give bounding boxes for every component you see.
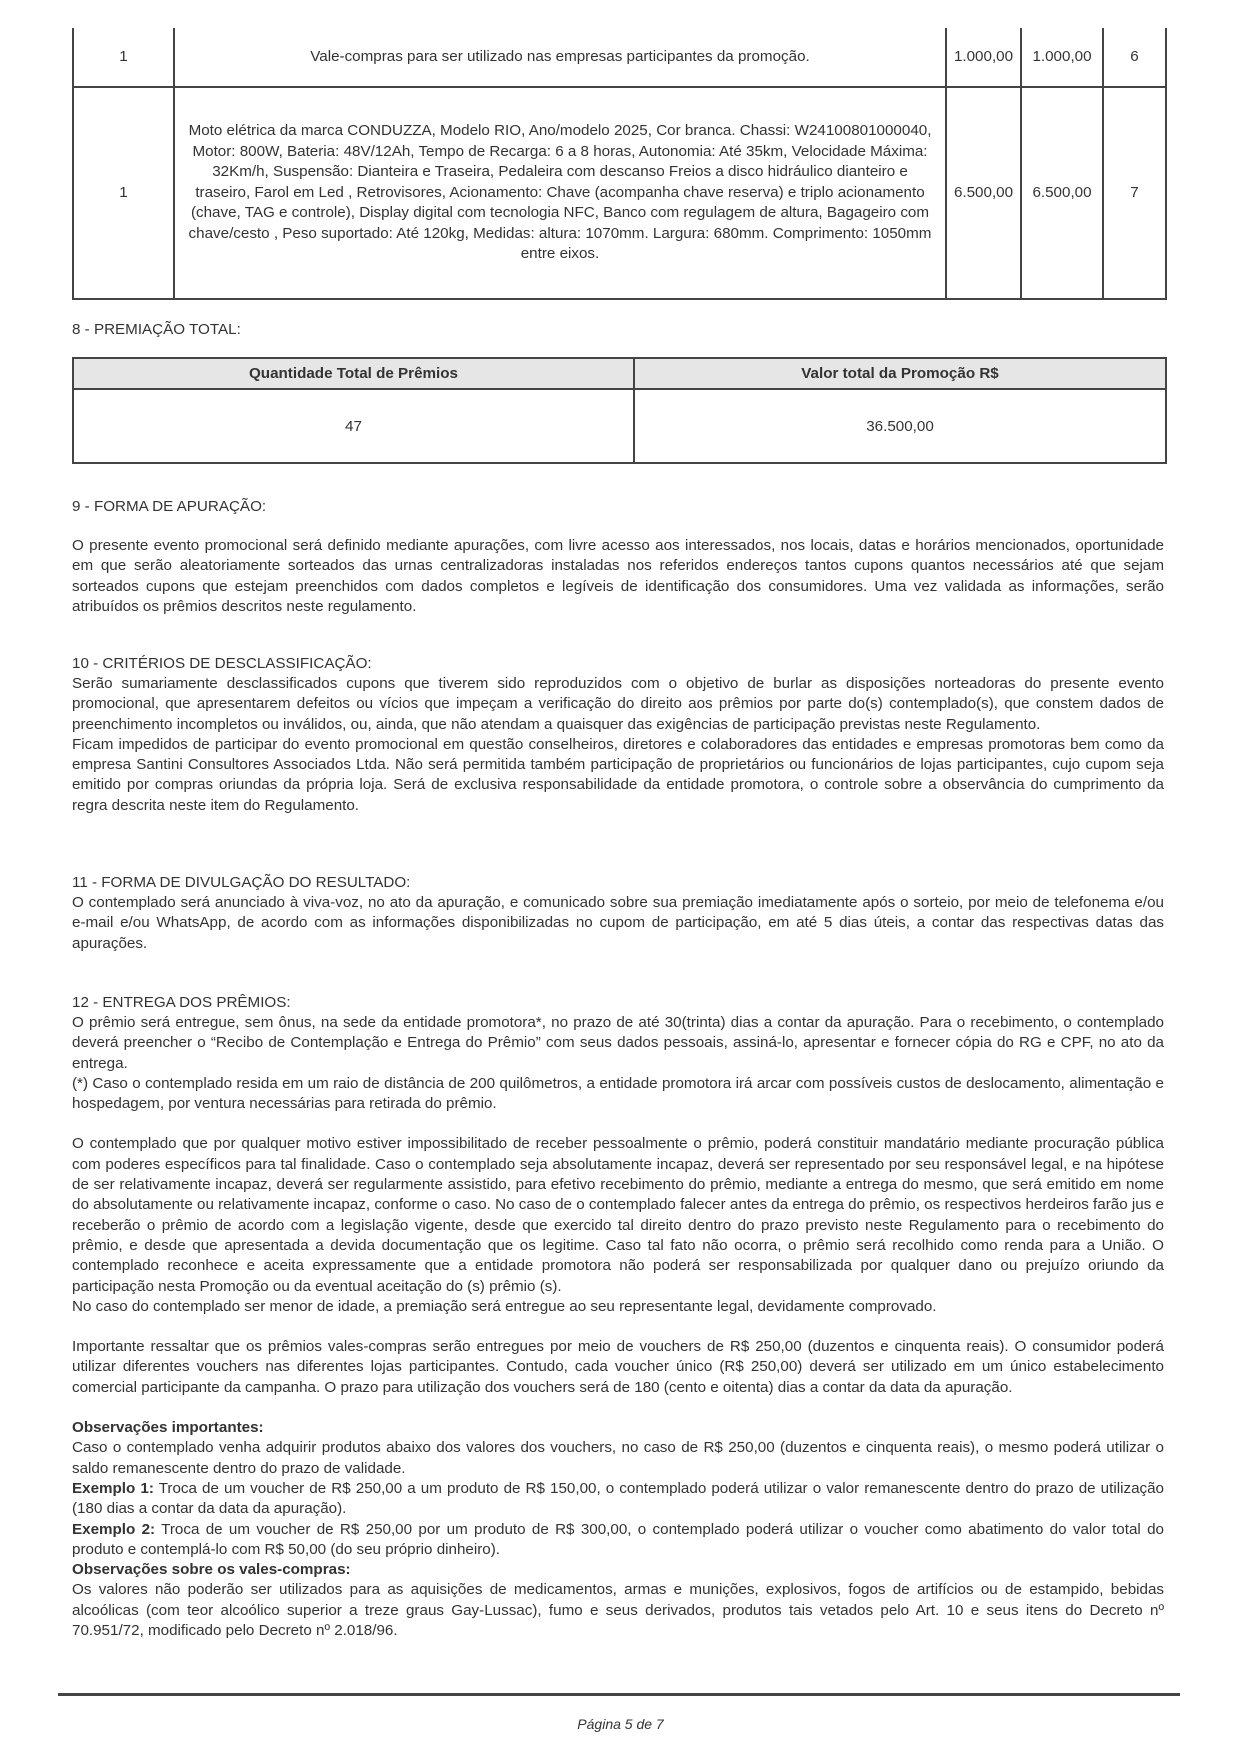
prize-quantity: 1	[73, 28, 174, 87]
example-2-text: Troca de um voucher de R$ 250,00 por um produto de R$ 300,00, o contemplado poderá utilizar o voucher como abatimento do valor total do produto e contemplá-lo com R$ 50,00 (do seu próprio dinheiro).	[72, 1520, 1164, 1558]
section-9-text: O presente evento promocional será definido mediante apurações, com livre acesso aos interessados, nos locais, datas e horários mencionados, oportunidade em que serão aleatoriamente sorteados das urnas centralizadoras instaladas nos referidos endereços tantos cupons quantos necessários até que sejam sorteados cupons que estejam preenchidos com dados completos e legíveis de identificação dos consumidores. Uma vez validada as informações, serão atribuídos os prêmios descritos neste regulamento.	[72, 537, 1164, 615]
total-value-value: 36.500,00	[634, 389, 1166, 463]
section-8-title: 8 - PREMIAÇÃO TOTAL:	[72, 321, 241, 338]
page-number: Página 5 de 7	[577, 1716, 664, 1732]
prize-row	[73, 87, 1166, 299]
total-prizes-table	[72, 357, 1167, 464]
section-10-paragraph-1: Serão sumariamente desclassificados cupons que tiverem sido reproduzidos com o objetivo de burlar as disposições norteadoras do presente evento promocional, que apresentarem defeitos ou vícios que impeçam a verificação do direito aos prêmios por parte do(s) contemplado(s), que constem dados de preenchimento incompletos ou inválidos, ou, ainda, que não atendam a quaisquer das exigências de participação previstas neste Regulamento.	[72, 675, 1164, 733]
footer-divider	[58, 1693, 1180, 1696]
prize-order: 7	[1103, 87, 1166, 299]
example-2-label: Exemplo 2:	[72, 1520, 156, 1538]
example-1-label: Exemplo 1:	[72, 1479, 154, 1497]
example-1-text: Troca de um voucher de R$ 250,00 a um produto de R$ 150,00, o contemplado poderá utilizar o valor remanescente dentro do prazo de utilização (180 dias a contar da data da apuração).	[72, 1479, 1165, 1518]
section-11-title: 11 - FORMA DE DIVULGAÇÃO DO RESULTADO:	[72, 874, 411, 891]
example-1	[72, 1479, 1164, 1520]
observations-title: Observações importantes:	[72, 1419, 264, 1437]
example-2	[72, 1520, 1164, 1561]
prize-total-value: 1.000,00	[1021, 28, 1103, 87]
section-12-paragraph-5: Importante ressaltar que os prêmios vales-compras serão entregues por meio de vouchers de R$ 250,00 (duzentos e cinquenta reais). O consumidor poderá utilizar diferentes vouchers nas diferentes lojas participantes. Contudo, cada voucher único (R$ 250,00) deverá ser utilizado em um único estabelecimento comercial participante da campanha. O prazo para utilização dos vouchers será de 180 (cento e oitenta) dias a contar da data da apuração.	[72, 1338, 1164, 1396]
section-12-paragraph-4: No caso do contemplado ser menor de idade, a premiação será entregue ao seu representante legal, devidamente comprovado.	[72, 1297, 937, 1315]
total-value-header: Valor total da Promoção R$	[634, 358, 1166, 389]
section-9-title: 9 - FORMA DE APURAÇÃO:	[72, 498, 267, 515]
prize-order: 6	[1103, 28, 1166, 87]
prize-description: Vale-compras para ser utilizado nas empresas participantes da promoção.	[174, 28, 946, 87]
section-10-paragraph-2: Ficam impedidos de participar do evento promocional em questão conselheiros, diretores e colaboradores das entidades e empresas promotoras bem como da empresa Santini Consultores Associados Ltda. Não será permitida também participação de proprietários ou funcionários de lojas participantes, cujo cupom seja emitido por compras oriundas da própria loja. Será de exclusiva responsabilidade da entidade promotora, o controle sobre a observância do cumprimento da regra descrita neste item do Regulamento.	[72, 735, 1164, 814]
observations-text: Caso o contemplado venha adquirir produtos abaixo dos valores dos vouchers, no caso de R$ 250,00 (duzentos e cinquenta reais), o mesmo poderá utilizar o saldo remanescente dentro do prazo de validade.	[72, 1439, 1164, 1477]
total-quantity-header: Quantidade Total de Prêmios	[73, 358, 634, 389]
section-12-paragraph-2: (*) Caso o contemplado resida em um raio de distância de 200 quilômetros, a entidade promotora irá arcar com possíveis custos de deslocamento, alimentação e hospedagem, por ventura necessárias para retirada do prêmio.	[72, 1074, 1164, 1113]
section-10-title: 10 - CRITÉRIOS DE DESCLASSIFICAÇÃO:	[72, 655, 372, 672]
section-12	[72, 1013, 1164, 1641]
prize-quantity: 1	[73, 87, 174, 299]
section-12-paragraph-1: O prêmio será entregue, sem ônus, na sede da entidade promotora*, no prazo de até 30(trinta) dias a contar da apuração. Para o recebimento, o contemplado deverá preencher o “Recibo de Contemplação e Entrega do Prêmio” com seus dados pessoais, assiná-lo, apresentar e fornecer cópia do RG e CPF, no ato da entrega.	[72, 1014, 1164, 1072]
section-12-paragraph-3: O contemplado que por qualquer motivo estiver impossibilitado de receber pessoalmente o prêmio, poderá constituir mandatário mediante procuração pública com poderes específicos para tal finalidade. Caso o contemplado seja absolutamente incapaz, deverá ser representado por seu responsável legal, e na hipótese de ser relativamente incapaz, deverá ser regularmente assistido, para efetivo recebimento do prêmio, mediante a entrega do mesmo, que será emitido em nome do absolutamente ou relativamente incapaz, conforme o caso. No caso de o contemplado falecer antes da entrega do prêmio, os respectivos herdeiros farão jus e receberão o prêmio de acordo com a legislação vigente, desde que exercido tal direito dentro do prazo previsto neste Regulamento para o recebimento do prêmio, e desde que apresentada a devida documentação que os legitime. Caso tal fato não ocorra, o prêmio será recolhido como renda para a União. O contemplado reconhece e aceita expressamente que a entidade promotora não poderá ser responsabilizada por qualquer dano ou prejuízo oriundo da participação nesta Promoção ou da eventual aceitação do (s) prêmio (s).	[72, 1135, 1164, 1295]
section-11-text: O contemplado será anunciado à viva-voz, no ato da apuração, e comunicado sobre sua premiação imediatamente após o sorteio, por meio de telefonema e/ou e-mail e/ou WhatsApp, de acordo com as informações disponibilizadas no cupom de participação, em até 5 dias úteis, a contar das respectivas datas das apurações.	[72, 894, 1164, 952]
prize-table	[72, 28, 1167, 300]
prize-unit-value: 1.000,00	[946, 28, 1021, 87]
section-12-title: 12 - ENTREGA DOS PRÊMIOS:	[72, 994, 291, 1011]
total-quantity-value: 47	[73, 389, 634, 463]
prize-unit-value: 6.500,00	[946, 87, 1021, 299]
section-10	[72, 674, 1164, 816]
prize-total-value: 6.500,00	[1021, 87, 1103, 299]
vouchers-notes-title: Observações sobre os vales-compras:	[72, 1561, 351, 1579]
prize-description: Moto elétrica da marca CONDUZZA, Modelo RIO, Ano/modelo 2025, Cor branca. Chassi: W24100801000040, Motor: 800W, Bateria: 48V/12Ah, Tempo de Recarga: 6 a 8 horas, Autonomia: Até 35km, Velocidade Máxima: 32Km/h, Suspensão: Dianteira e Traseira, Pedaleira com descanso Freios a disco hidráulico dianteiro e traseiro, Farol em Led , Retrovisores, Acionamento: Chave (acompanha chave reserva) e triplo acionamento (chave, TAG e controle), Display digital com tecnologia NFC, Banco com regulagem de altura, Bagageiro com chave/cesto , Peso suportado: Até 120kg, Medidas: altura: 1070mm. Largura: 680mm. Comprimento: 1050mm entre eixos.	[174, 87, 946, 299]
vouchers-notes-text: Os valores não poderão ser utilizados para as aquisições de medicamentos, armas e munições, explosivos, fogos de artifícios ou de estampido, bebidas alcoólicas (com teor alcoólico superior a treze graus Gay-Lussac), fumo e seus derivados, produtos tais vetados pelo Art. 10 e seus itens do Decreto nº 70.951/72, modificado pelo Decreto nº 2.018/96.	[72, 1581, 1164, 1640]
prize-row	[73, 28, 1166, 87]
